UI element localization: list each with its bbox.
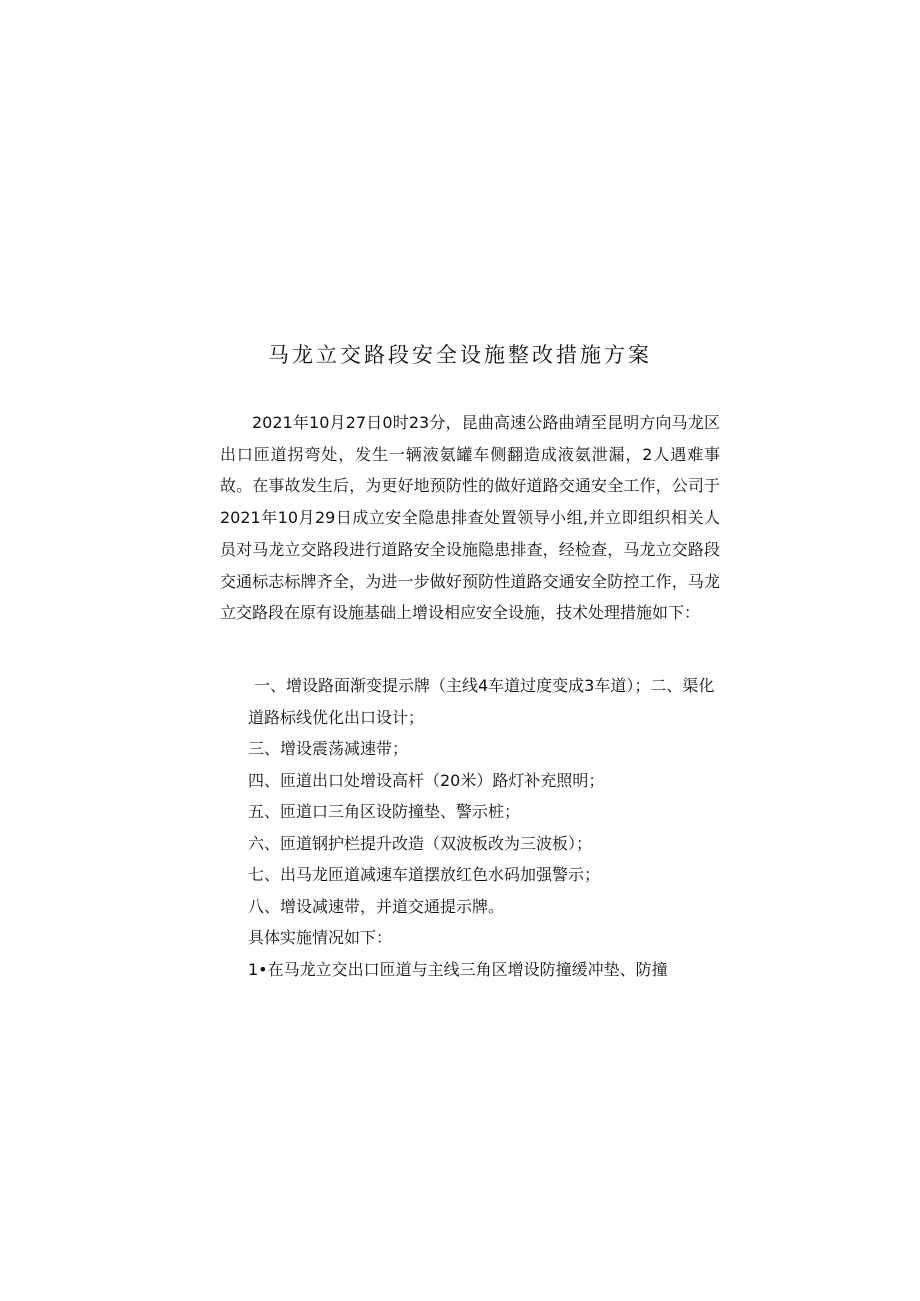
- intro-paragraph: 2021年10月27日0时23分，昆曲高速公路曲靖至昆明方向马龙区出口匝道拐弯处，发生一辆液氨罐车侧翻造成液氨泄漏，2人遇难事故。在事故发生后，为更好地预防性的做好道路交通安全工作，公司于2021年10月29日成立安全隐患排查处置领导小组,并立即组织相关人员对马龙立交路段进行道路安全设施隐患排查，经检查，马龙立交路段交通标志标牌齐全，为进一步做好预防性道路交通安全防控工作，马龙立交路段在原有设施基础上增设相应安全设施，技术处理措施如下：: [220, 413, 720, 623]
- measure-item: 八、增设减速带，并道交通提示牌。: [248, 896, 505, 916]
- measure-item: 六、匝道钢护栏提升改造（双波板改为三波板）；: [248, 833, 593, 853]
- measure-item: 七、出马龙匝道减速车道摆放红色水码加强警示；: [248, 865, 601, 884]
- measure-item: 三、增设震荡减速带；: [248, 739, 409, 758]
- measure-item: 一、增设路面渐变提示牌（主线4车道过度变成3车道）；二、渠化道路标线优化出口设计；: [248, 676, 715, 727]
- measures-list: [248, 670, 718, 985]
- measure-item: 五、匝道口三角区设防撞垫、警示桩；: [248, 802, 521, 821]
- document-title: 马龙立交路段安全设施整改措施方案: [268, 343, 652, 367]
- implementation-item: 1•在马龙立交出口匝道与主线三角区增设防撞缓冲垫、防撞: [248, 959, 668, 979]
- implementation-heading: 具体实施情况如下：: [248, 928, 393, 947]
- measure-item: 四、匝道出口处增设高杆（20米）路灯补充照明；: [248, 770, 605, 790]
